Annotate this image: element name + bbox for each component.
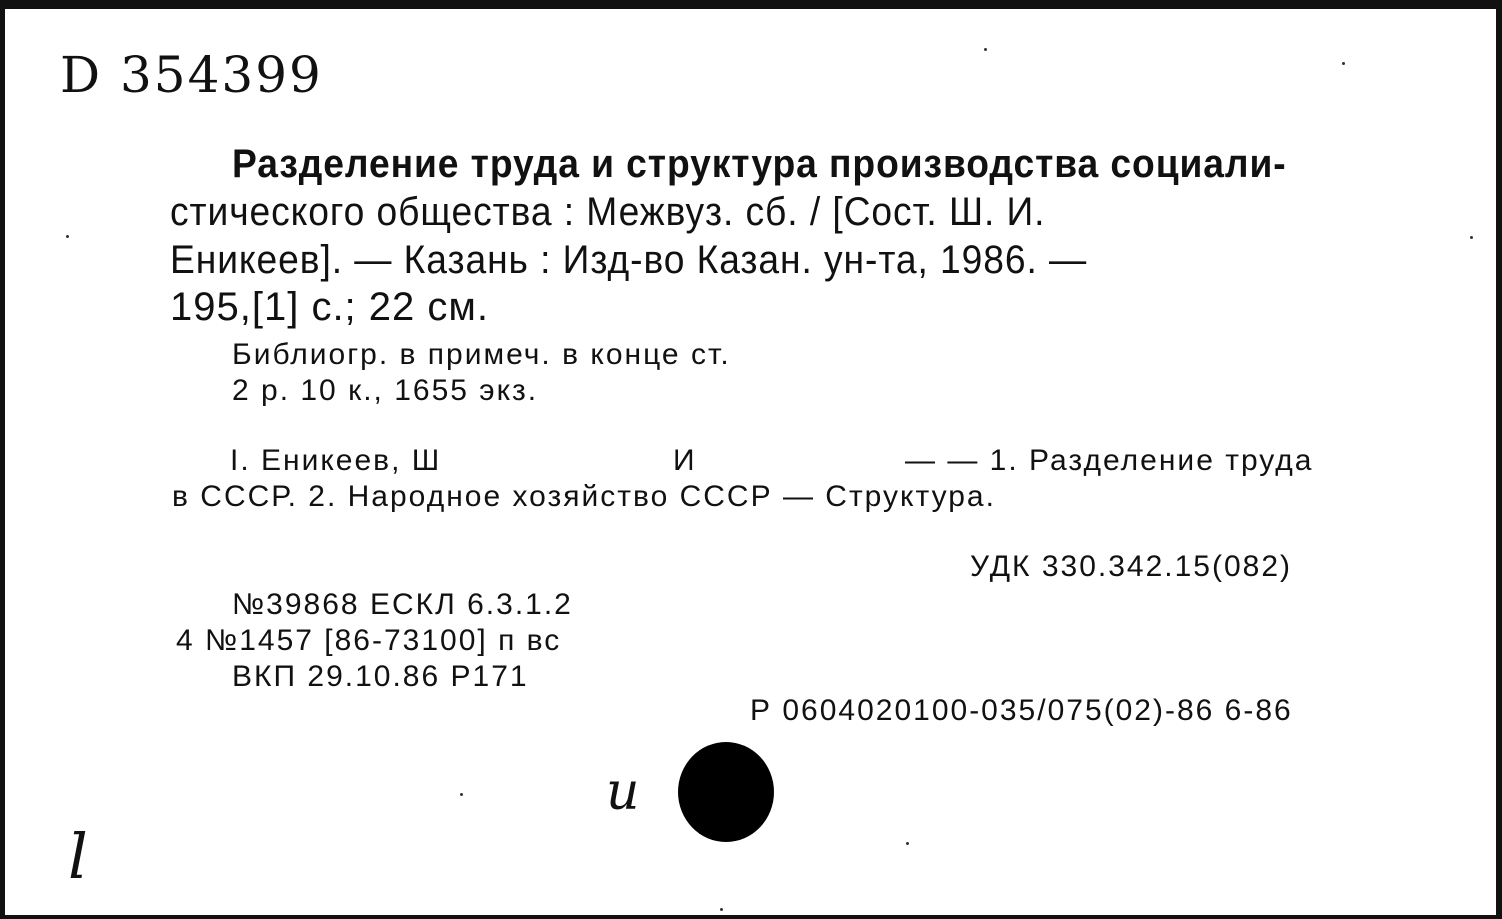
speck: [720, 908, 723, 911]
handwritten-margin-mark: l: [68, 820, 88, 893]
note-price-run: 2 р. 10 к., 1655 экз.: [232, 374, 539, 407]
note-bibliography: Библиогр. в примеч. в конце ст.: [232, 338, 731, 371]
speck: [1470, 236, 1473, 239]
title-line-1: [232, 142, 1287, 187]
vkp-date: ВКП 29.10.86 Р171: [232, 660, 529, 693]
plan-code: Р 0604020100-035/075(02)-86 6-86: [750, 694, 1293, 727]
speck: [984, 48, 987, 51]
order-number: 4 №1457 [86-73100] п вс: [176, 624, 562, 657]
speck: [66, 235, 69, 238]
speck: [1342, 62, 1345, 65]
handwritten-mark: и: [606, 762, 640, 822]
title-line-2: стического общества : Межвуз. сб. / [Сост. Ш. И.: [170, 190, 1046, 234]
speck: [460, 793, 463, 796]
punch-hole-mark: [678, 742, 774, 842]
speck: [906, 842, 909, 845]
tracing-line-1-start: I. Еникеев, Ш: [230, 444, 442, 477]
call-number: D 354399: [60, 46, 323, 104]
title-bold-part-1: Разделение труда и структура производства социали-: [232, 142, 1287, 186]
udk-code: УДК 330.342.15(082): [970, 550, 1293, 583]
title-line-4: 195,[1] с.; 22 см.: [170, 285, 489, 329]
tracing-line-1-end: — — 1. Разделение труда: [905, 444, 1314, 477]
title-line-3: Еникеев]. — Казань : Изд-во Казан. ун-та, 1986. —: [170, 238, 1088, 282]
tracing-line-1-middle: И: [673, 444, 697, 477]
tracing-line-2: в СССР. 2. Народное хозяйство СССР — Структура.: [172, 480, 996, 513]
catalog-number: №39868 ЕСКЛ 6.3.1.2: [232, 588, 573, 621]
